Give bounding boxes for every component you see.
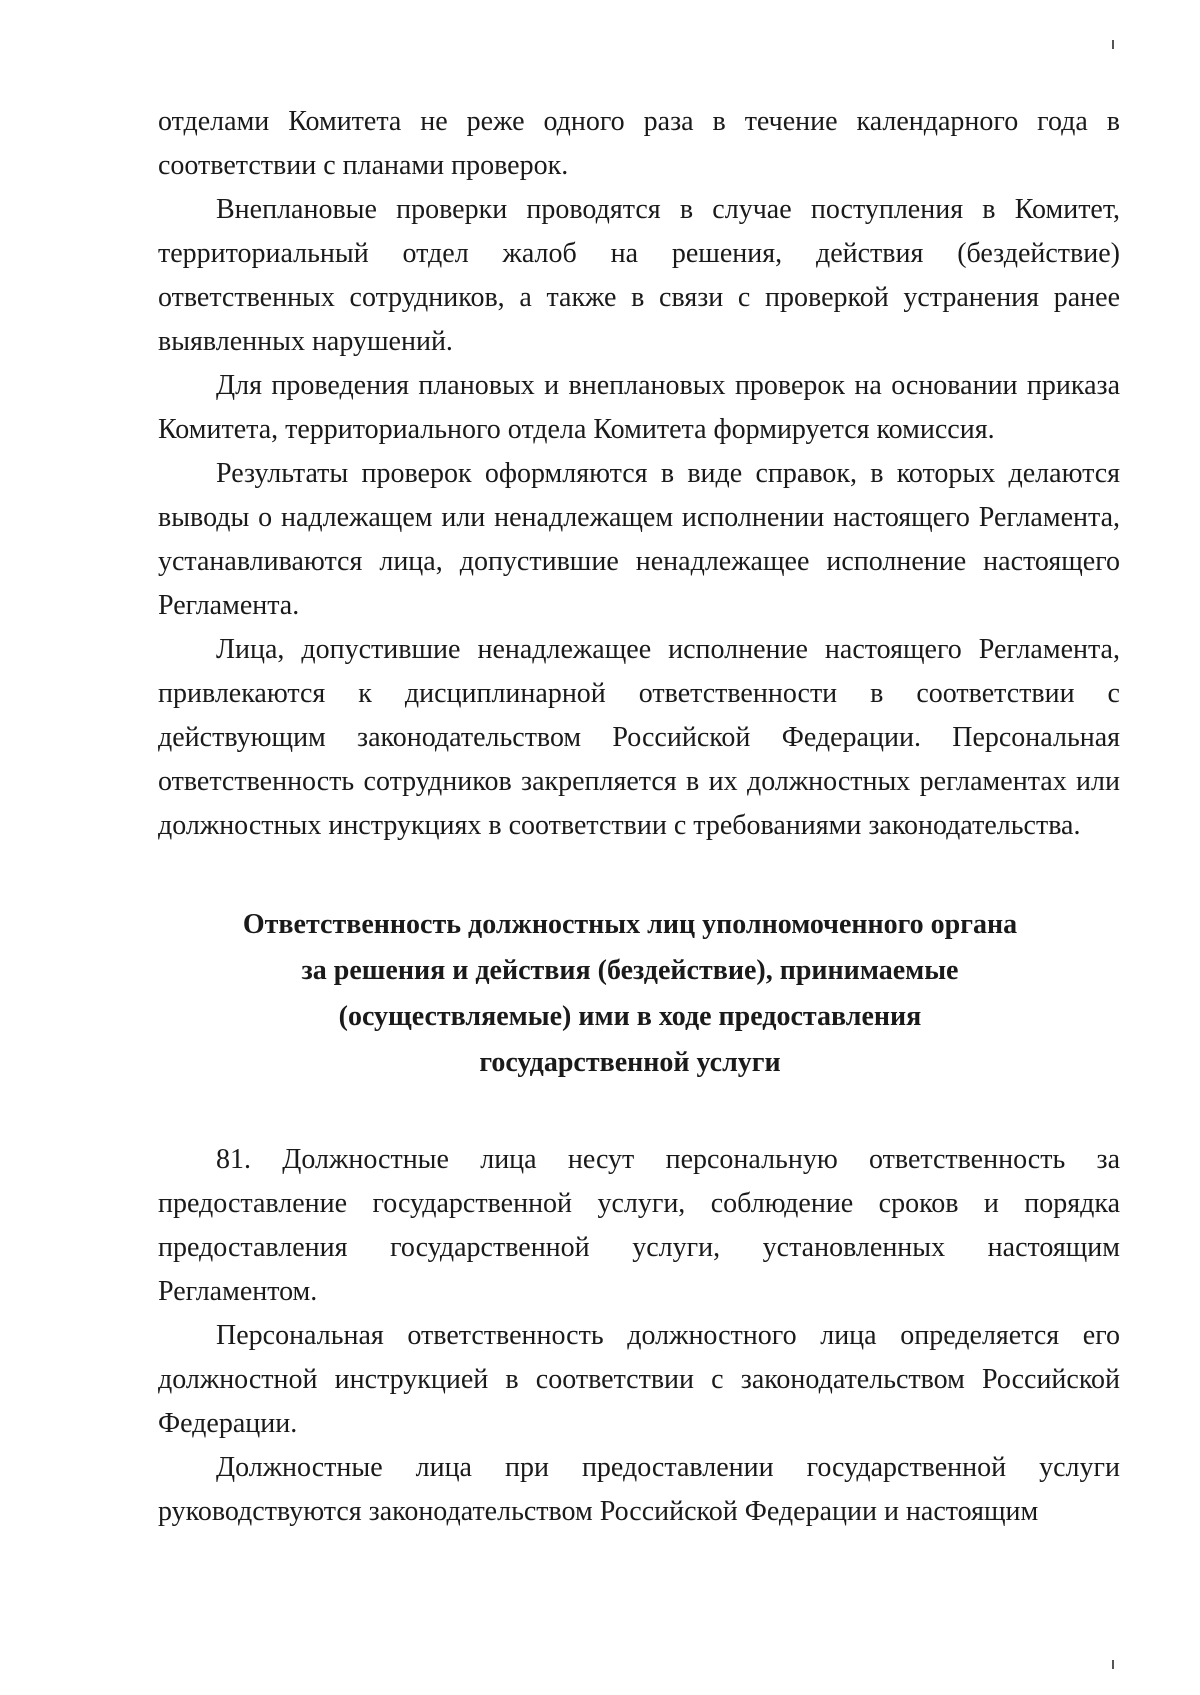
section-heading bbox=[158, 902, 1120, 1086]
heading-line: (осуществляемые) ими в ходе предоставления bbox=[338, 1001, 922, 1032]
paragraph-disciplinary-liability: Лица, допустившие ненадлежащее исполнение настоящего Регламента, привлекаются к дисциплинарной ответственности в соответствии с действующим законодательством Российской Федерации. Персональная ответственность сотрудников закрепляется в их должностных регламентах или должностных инструкциях в соответствии с требованиями законодательства. bbox=[158, 634, 1120, 841]
heading-line: Ответственность должностных лиц уполномоченного органа bbox=[242, 909, 1018, 940]
heading-line: государственной услуги bbox=[479, 1047, 781, 1078]
paragraph-personal-responsibility: Персональная ответственность должностного лица определяется его должностной инструкцией в соответствии с законодательством Российской Федерации. bbox=[158, 1320, 1120, 1439]
heading-line: за решения и действия (бездействие), принимаемые bbox=[301, 955, 959, 986]
paragraph-81: 81. Должностные лица несут персональную ответственность за предоставление государственной услуги, соблюдение сроков и порядка предоставления государственной услуги, установленных настоящим Регламентом. bbox=[158, 1144, 1120, 1307]
paragraph-continuation: отделами Комитета не реже одного раза в течение календарного года в соответствии с планами проверок. bbox=[158, 106, 1120, 181]
scan-mark-bottom bbox=[1112, 1660, 1114, 1669]
scan-mark-top bbox=[1112, 40, 1114, 49]
paragraph-inspection-results: Результаты проверок оформляются в виде справок, в которых делаются выводы о надлежащем или ненадлежащем исполнении настоящего Регламента, устанавливаются лица, допустившие ненадлежащее исполнение настоящего Регламента. bbox=[158, 458, 1120, 621]
paragraph-commission: Для проведения плановых и внеплановых проверок на основании приказа Комитета, территориального отдела Комитета формируется комиссия. bbox=[158, 370, 1120, 445]
document-page bbox=[158, 100, 1120, 1534]
paragraph-guidance: Должностные лица при предоставлении государственной услуги руководствуются законодательством Российской Федерации и настоящим bbox=[158, 1452, 1120, 1527]
paragraph-unscheduled-inspections: Внеплановые проверки проводятся в случае поступления в Комитет, территориальный отдел жалоб на решения, действия (бездействие) ответственных сотрудников, а также в связи с проверкой устранения ранее выявленных нарушений. bbox=[158, 194, 1120, 357]
